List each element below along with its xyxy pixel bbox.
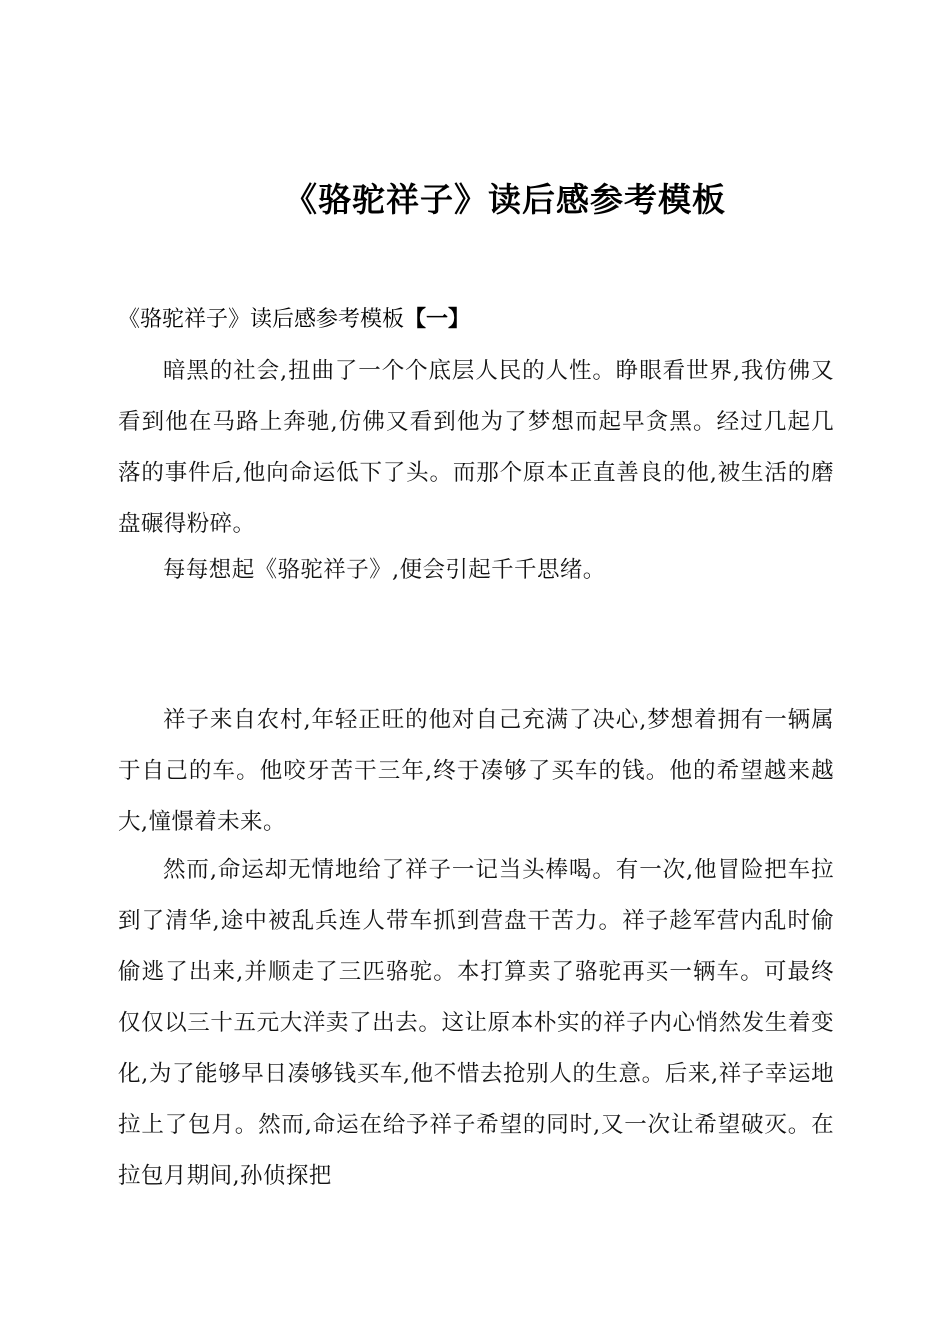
paragraph-3: 祥子来自农村,年轻正旺的他对自己充满了决心,梦想着拥有一辆属于自己的车。他咬牙苦干三年,终于凑够了买车的钱。他的希望越来越大,憧憬着未来。	[118, 707, 834, 835]
paragraph-2: 每每想起《骆驼祥子》,便会引起千千思绪。	[163, 557, 606, 583]
document-title: 《骆驼祥子》读后感参考模板	[284, 180, 726, 219]
paragraph-4: 然而,命运却无情地给了祥子一记当头棒喝。有一次,他冒险把车拉到了清华,途中被乱兵连人带车抓到营盘干苦力。祥子趁军营内乱时偷偷逃了出来,并顺走了三匹骆驼。本打算卖了骆驼再买一辆车。可最终仅仅以三十五元大洋卖了出去。这让原本朴实的祥子内心悄然发生着变化,为了能够早日凑够钱买车,他不惜去抢别人的生意。后来,祥子幸运地拉上了包月。然而,命运在给予祥子希望的同时,又一次让希望破灭。在拉包月期间,孙侦探把	[118, 857, 834, 1189]
section-number: 【一】	[404, 307, 471, 332]
paragraph-1: 暗黑的社会,扭曲了一个个底层人民的人性。睁眼看世界,我仿佛又看到他在马路上奔驰,仿佛又看到他为了梦想而起早贪黑。经过几起几落的事件后,他向命运低下了头。而那个原本正直善良的他,被生活的磨盘碾得粉碎。	[118, 358, 834, 537]
section-heading	[118, 298, 470, 342]
section-heading-text: 《骆驼祥子》读后感参考模板	[118, 307, 405, 332]
